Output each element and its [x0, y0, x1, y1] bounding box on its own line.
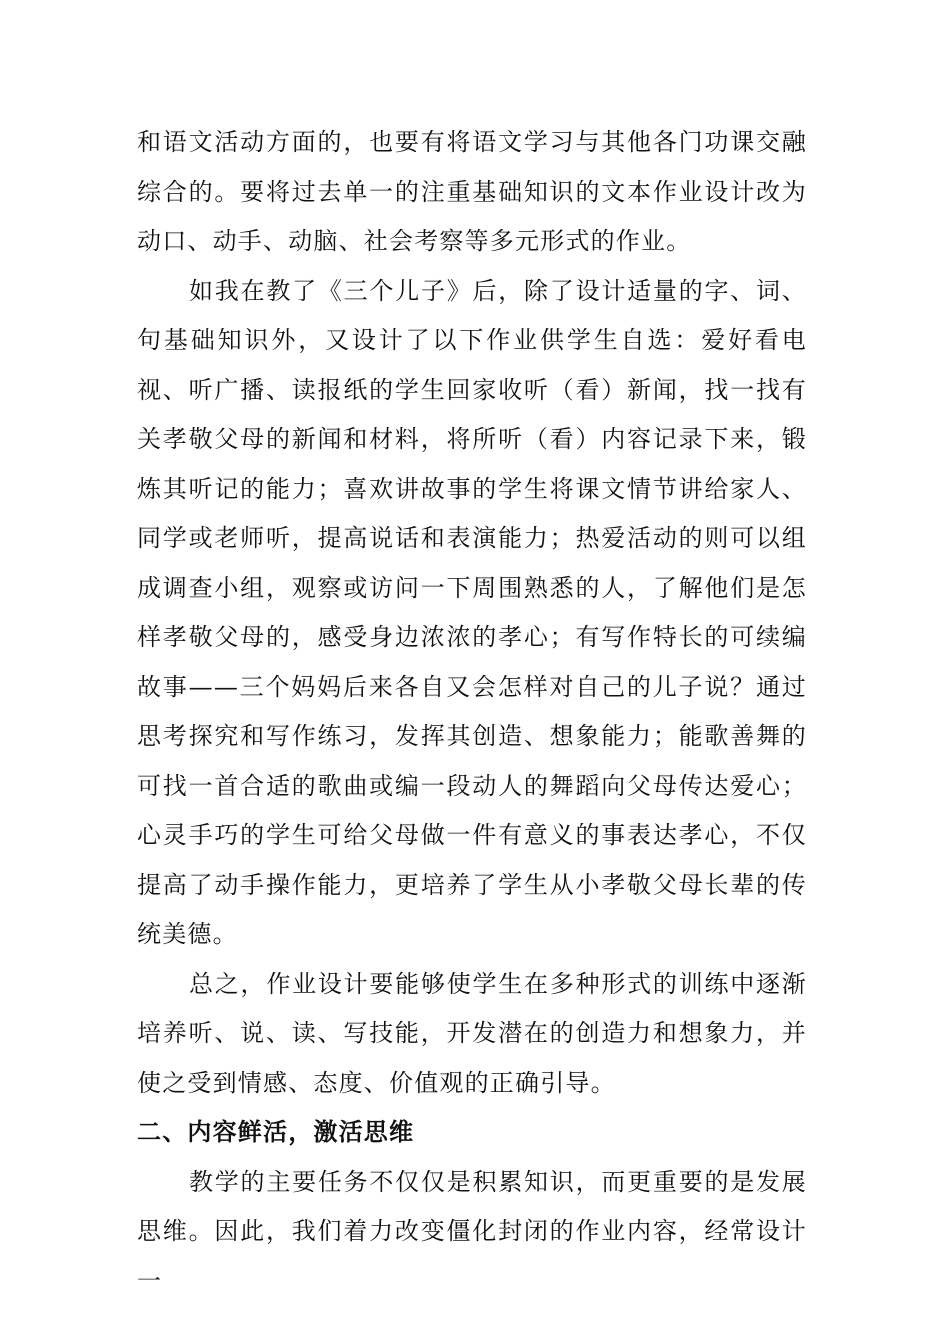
document-body: [137, 118, 807, 1306]
paragraph-summary: 总之，作业设计要能够使学生在多种形式的训练中逐渐培养听、说、读、写技能，开发潜在的创造力和想象力，并使之受到情感、态度、价值观的正确引导。: [137, 969, 807, 1097]
section-heading: 二、内容鲜活，激活思维: [137, 1118, 415, 1146]
paragraph-content-thinking: 教学的主要任务不仅仅是积累知识，而更重要的是发展思维。因此，我们着力改变僵化封闭的作业内容，经常设计一: [137, 1167, 807, 1295]
paragraph-homework-forms: 和语文活动方面的，也要有将语文学习与其他各门功课交融综合的。要将过去单一的注重基础知识的文本作业设计改为动口、动手、动脑、社会考察等多元形式的作业。: [137, 128, 807, 255]
paragraph-three-sons-example: 如我在教了《三个儿子》后，除了设计适量的字、词、句基础知识外，又设计了以下作业供学生自选：爱好看电视、听广播、读报纸的学生回家收听（看）新闻，找一找有关孝敬父母的新闻和材料，将所听（看）内容记录下来，锻炼其听记的能力；喜欢讲故事的学生将课文情节讲给家人、同学或老师听，提高说话和表演能力；热爱活动的则可以组成调查小组，观察或访问一下周围熟悉的人，了解他们是怎样孝敬父母的，感受身边浓浓的孝心；有写作特长的可续编故事——三个妈妈后来各自又会怎样对自己的儿子说？通过思考探究和写作练习，发挥其创造、想象能力；能歌善舞的可找一首合适的歌曲或编一段动人的舞蹈向父母传达爱心；心灵手巧的学生可给父母做一件有意义的事表达孝心，不仅提高了动手操作能力，更培养了学生从小孝敬父母长辈的传统美德。: [137, 276, 807, 948]
